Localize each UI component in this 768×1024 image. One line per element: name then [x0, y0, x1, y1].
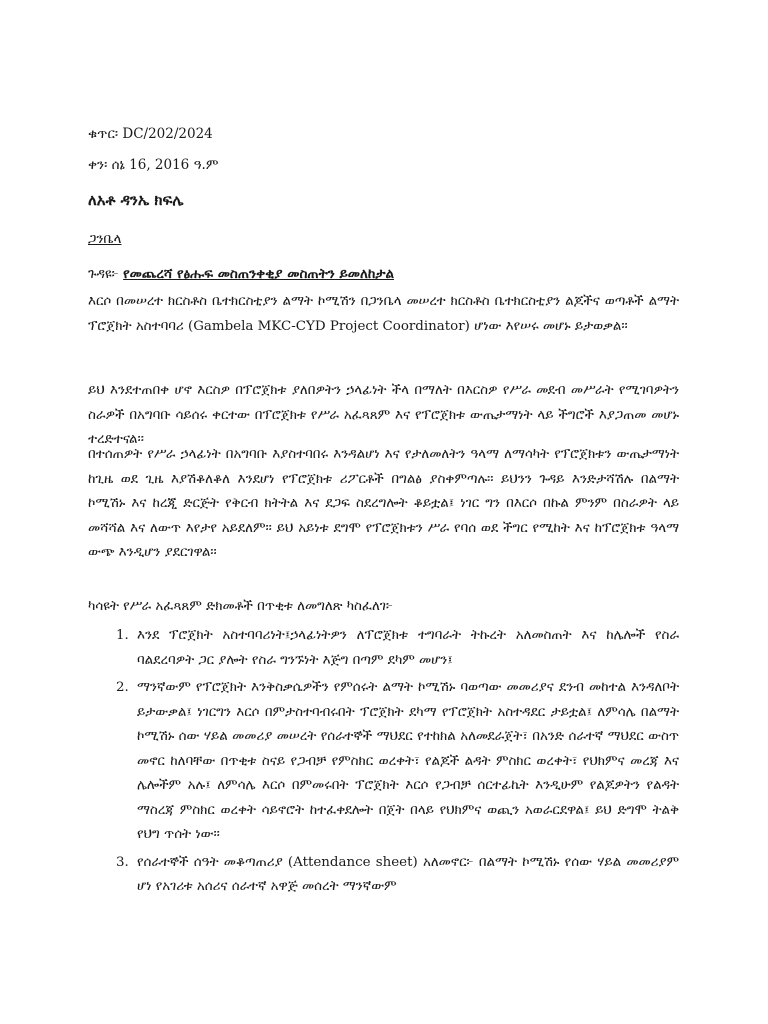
list-item: 1. እንደ ፕሮጀክት አስተባባሪነት፤ኃላፊነትዎን ለፕሮጀክቱ ተግባራት ትኩረት አለመስጠት እና ከሌሎች የስራ ባልደረባዎት ጋር ያሎት የስራ ግንኙነት እጅግ በጣም ደካም መሆን፤: [133, 624, 679, 673]
subject-line: [88, 266, 394, 282]
paragraph-performance: በተሰጠዎት የሥራ ኃላፊነት በአግባቡ እያስተባበሩ እንዳልሆነ እና የታለመለትን ዓላማ ለማሳካት የፕሮጀክቱን ውጤታማነት ከጊዜ ወደ ጊዜ እያሽቆለቆለ እንደሆነ የፕሮጀክቱ ሪፖርቶች በግልፅ ያስቀምጣሉ፡፡ ይህንን ጉዳይ እንድታሻሽሉ በልማት ኮሚሽኑ እና ከረጂ ድርጅት የቅርብ ክትትል እና ደጋፍ ስደረግሎት ቆይቷል፤ ነገር ግን በእርሶ በኩል ምንም በስራዎት ላይ መሻሻል እና ለውጥ እየታየ አይደለም፡፡ ይህ አይነቱ ደግሞ የፕሮጀክቱን ሥራ የባሰ ወደ ችግር የሚከት እና ከፕሮጀክቱ ዓላማ ውጭ እንዲሆን ያደርገዋል፡፡: [88, 447, 679, 560]
list-item: 2. ማንኛውም የፕሮጀክት እንቅስቃሴዎችን የምሰሩት ልማት ኮሚሽኑ ባወጣው መመሪያና ደንብ መከተል እንዳለቦት ይታውቃል፤ ነገርግን እርሶ በምታስተባብሩበት ፕሮጀክት ደካማ የፕሮጀክት አስተዳደር ታይቷል፤ ለምሳሌ በልማት ኮሚሽኑ ሰው ሃይል መመሪያ መሠረት የሰራተኞች ማህደር የተከክል አለመደራጀት፣ በአንድ ሰራተኛ ማህደር ውስጥ መኖር ከለባቸው በጥቂቱ ስናይ የጋብቻ የምስክር ወረቀት፣ የልጆች ልዳት ምስክር ወረቀት፣ የህክምና መረጃ እና ሌሎችም አሉ፤ ለምሳሌ እርሶ በምመሩበት ፕሮጀክት እርሶ የጋብቻ ሰርተፊኬት እንዲሁም የልጆዎትን የልዳት ማስረጃ ምስክር ወረቀት ሳይኖሮት ከተፈቀደሎት በጀት በላይ የህክምና ወጪን አወራርደዋል፤ ይህ ድግሞ ትልቅ የህግ ጥሰት ነው፡፡: [133, 676, 679, 848]
paragraph-concern: ይህ እንደተጠበቀ ሆኖ እርስዎ በፕሮጀክቱ ያለበዎትን ኃላፊነት ችላ በማለት በእርስዎ የሥራ መደብ መሥራት የሚገባዎትን ስራዎች በአግባቡ ሳይሰሩ ቀርተው በፕሮጀክቱ የሥራ አፈጻጸም እና የፕሮጀክቱ ውጤታማነት ላይ ችግሮች እያጋጠመ መሆኑ ተረድተናል፡፡: [88, 383, 679, 447]
subject-label: ጉዳዩ፦: [88, 266, 124, 282]
paragraph-list-intro: ካሳዩት የሥራ አፈጻጸም ድክመቶች በጥቂቱ ለመግለጽ ካስፈለገ፦: [88, 599, 393, 614]
paragraph-introduction: እርሶ በመሠረተ ክርስቶስ ቤተክርስቲያን ልማት ኮሚሽን በጋንቤላ መሠረተ ክርስቶስ ቤተክርስቲያን ልጆችና ወጣቶች ልማት ፕሮጀክት አስተባባሪ (Gambela MKC-CYD Project Coordinator) ሆነው እየሠሩ መሆኑ ይታወቃል፡፡: [88, 294, 679, 334]
subject-title: የመጨረሻ የፅሑፍ መስጠንቀቂያ መስጠትን ይመለከታል: [123, 266, 395, 282]
letter-date: ቀን፡ ሰኔ 16, 2016 ዓ.ም: [88, 157, 219, 173]
recipient-name: ለአቶ ዳንኤ ክፍሌ: [88, 191, 184, 209]
reference-number: ቁጥር፡ DC/202/2024: [88, 126, 213, 142]
recipient-city: ጋንቤላ: [88, 231, 122, 247]
weakness-list: [88, 624, 679, 903]
list-item: 3. የሰራተኞች ሰዓት መቆጣጠሪያ (Attendance sheet) አለመኖር፦ በልማት ኮሚሽኑ የሰው ሃይል መመሪያም ሆነ የአገሪቱ አሰሪና ሰራተኛ አዋጅ መሰረት ማንኛውም: [133, 851, 679, 900]
